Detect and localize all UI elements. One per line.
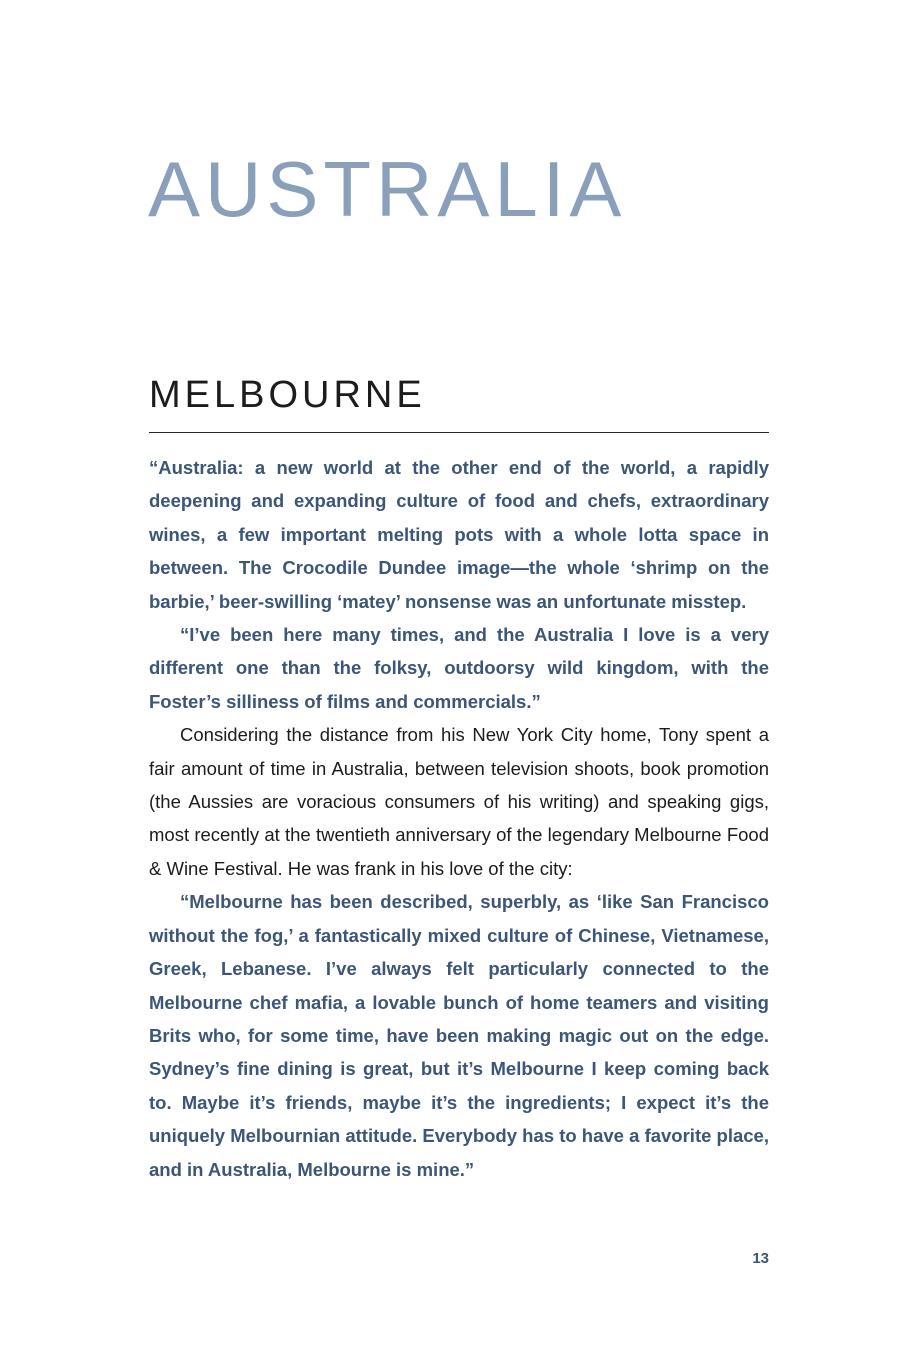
page-number: 13: [752, 1250, 769, 1267]
quote-paragraph: “Melbourne has been described, superbly, as ‘like San Francisco without the fog,’ a fantastically mixed culture of Chinese, Vietnamese, Greek, Lebanese. I’ve always felt particularly connected to the Melbourne chef mafia, a lovable bunch of home teamers and visiting Brits who, for some time, have been making magic out on the edge. Sydney’s fine dining is great, but it’s Melbourne I keep coming back to. Maybe it’s friends, maybe it’s the ingredients; I expect it’s the uniquely Melbournian attitude. Everybody has to have a favorite place, and in Australia, Melbourne is mine.”: [149, 891, 769, 1180]
chapter-title: AUSTRALIA: [148, 145, 627, 233]
quote-paragraph: “Australia: a new world at the other end of the world, a rapidly deepening and expanding culture of food and chefs, extraordinary wines, a few important melting pots with a whole lotta space in between. The Crocodile Dundee image—the whole ‘shrimp on the barbie,’ beer-swilling ‘matey’ nonsense was an unfortunate misstep.: [149, 457, 769, 612]
body-text: [149, 451, 769, 1186]
section-title: MELBOURNE: [149, 374, 426, 416]
quote-paragraph: “I’ve been here many times, and the Australia I love is a very different one than the folksy, outdoorsy wild kingdom, with the Foster’s silliness of films and commercials.”: [149, 624, 769, 712]
narrative-paragraph: Considering the distance from his New York City home, Tony spent a fair amount of time in Australia, between television shoots, book promotion (the Aussies are voracious consumers of his writing) and speaking gigs, most recently at the twentieth anniversary of the legendary Melbourne Food & Wine Festival. He was frank in his love of the city:: [149, 724, 769, 879]
section-divider: [149, 432, 769, 433]
